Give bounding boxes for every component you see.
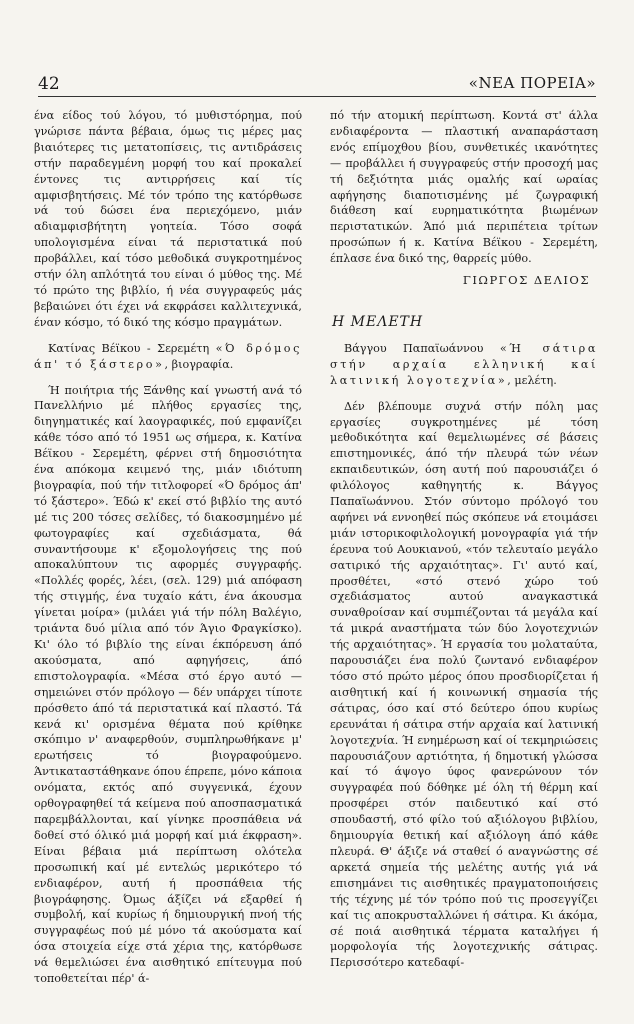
running-title: «ΝΕΑ ΠΟΡΕΙΑ» <box>468 74 596 92</box>
header-rule <box>38 96 596 97</box>
review2-title: «Ό δρόμος άπ' τό ξάστερο» <box>34 341 303 371</box>
review3-author: Βάγγου Παπαϊωάννου <box>344 341 484 355</box>
author-signature: ΓΙΩΡΓΟΣ ΔΕΛΙΟΣ <box>462 273 590 288</box>
review2-author: Κατίνας Βέϊκου - Σερεμέτη <box>48 341 210 355</box>
page-number: 42 <box>38 74 60 94</box>
right-column <box>330 108 598 971</box>
review2-genre: , βιογραφία. <box>164 357 234 371</box>
review3-genre: , μελέτη. <box>507 373 557 387</box>
review3-body: Δέν βλέπουμε συχνά στήν πόλη μας εργασίες συγκροτημένες μέ τόση μεθοδικότητα καί θεμελιωμένες σέ βάσεις επιστημονικές, άπό τήν πλευρά τών νέων εκπαιδευτικών, όση αυτή πού παρουσιάζει ό φιλόλογος καθηγητής κ. Βάγγος Παπαϊωάννου. Στόν σύντομο πρόλογό του αφήνει νά εννοηθεί πώς σκόπευε νά ετοιμάσει μιάν ιστορικοφιλολογική μονογραφία γιά τήν έρευνα τού Αουκιανού, «τόν τελευταίο μεγάλο σατιρικό τής αρχαιότητας». Γι' αυτό καί, προσθέτει, «στό στενό χώρο τού σχεδιάσματος αυτού αναγκαστικά συναθροίσαν καί συμπιέζονται τά μεγάλα καί τά μικρά αναστήματα τών δύο λογοτεχνιών τής αρχαιότητας». Ή εργασία του μολαταύτα, παρουσιάζει ένα πολύ ζωντανό ενδιαφέρον τόσο στό πρώτο μέρος όπου προσδιορίζεται ή αισθητική καί ή κοινωνική σημασία τής σάτιρας, όσο καί στό δεύτερο όπου κυρίως ερευνάται ή σάτιρα στήν αρχαία καί λατινική λογοτεχνία. Ή ενημέρωση καί οί τεκμηριώσεις παρουσιάζουν αρτιότητα, ή δημοτική γλώσσα καί τό άψογο ύφος φανερώνουν τόν συγγραφέα πού δόθηκε μέ όλη τή θέρμη καί προσφέρει στόν παιδευτικό καί στό σπουδαστή, στό φίλο τού αξιόλογου βιβλίου, δημιουργία θετική καί αξιόλογη άπό κάθε πλευρά. Θ' άξιζε νά σταθεί ό αναγνώστης σέ αρκετά σημεία τής μελέτης αυτής γιά νά επισημάνει τις αισθητικές πραγματοποιήσεις τής τέχνης μέ τόν τρόπο πού τις προσεγγίζει καί τις αποκρυσταλλώνει ή σάτιρα. Κι άκόμα, σέ ποιά αισθητικά τέρματα καταλήγει ή μορφολογία τής λογοτεχνικής σάτιρας. Περισσότερο κατεδαφί- <box>330 399 598 970</box>
review1-continuation: ένα είδος τού λόγου, τό μυθιστόρημα, πού γνώρισε πάντα βέβαια, όμως τις μέρες μας βιαιότερες τις μετατοπίσεις, τις αντιδράσεις στήν παραδεγμένη μορφή του καί προκαλεί έντονες τις αντιρρήσεις καί τίς αμφισβητήσεις. Μέ τόν τρόπο της κατόρθωσε νά τού δώσει ένα περιεχόμενο, μιάν αδιαμφισβήτητη γοητεία. Τόσο σοφά υπολογισμένα είναι τά περιστατικά πού προβάλλει, καί τόσο μεθοδικά συγκροτημένος στήν όλη απλότητά του είναι ό μύθος της. Μέ τό πρώτο της βιβλίο, ή νέα συγγραφεύς μάς βεβαιώνει ότι έχει νά εκφράσει καλλιτεχνικά, έναν κόσμο, τό δικό της κόσμο πραγμάτων. <box>34 109 302 329</box>
page-header <box>38 74 596 96</box>
review3-heading <box>330 341 598 389</box>
review2-heading <box>34 341 302 373</box>
review2-body: Ή ποιήτρια τής Ξάνθης καί γνωστή ανά τό Πανελλήνιο μέ πλήθος εργασίες της, διηγηματικές καί λαογραφικές, πού εμφανίζει κάθε τόσο από τό 1951 ως σήμερα, κ. Κατίνα Βέϊκου - Σερεμέτη, φέρνει στή δημοσιότητα ένα απόκομα κειμενό της, μιάν ιδιότυπη βιογραφία, πού τήν τιτλοφορεί «Ό δρόμος άπ' τό ξάστερο». Έδώ κ' εκεί στό βιβλίο της αυτό μέ τις 200 τόσες σελίδες, τό διακοσμημένο μέ φωτογραφίες καί σχεδιάσματα, θά συναντήσουμε κ' εξομολογήσεις της πού αποκαλύπτουν τις αφορμές συγγραφής. «Πολλές φορές, λέει, (σελ. 129) μιά απόφαση τής στιγμής, ένα τυχαίο κάτι, ένα άκουσμα γίνεται μοίρα» (μιλάει γιά τήν πόλη Βαλέγιο, τριάντα δυό μίλια από τόν Άγιο Φραγκίσκο). Κι' όλο τό βιβλίο της είναι έκπόρευση άπό ακούσματα, από αφηγήσεις, άπό επιστολογραφία. «Μέσα στό έργο αυτό — σημειώνει στόν πρόλογο — δέν υπάρχει τίποτε πρόσθετο άπό τά περιστατικά καί πλαστό. Τά κενά κι' ορισμένα θέματα πού κρίθηκε σκόπιμο ν' αναφερθούν, συμπληρωθήκανε μ' ερωτήσεις τό βιογραφούμενο. Άντικαταστάθηκανε όπου έπρεπε, μόνο κάποια ονόματα, εκτός από συγγενικά, έχουν ορθογραφηθεί τά κείμενα πού αποσπασματικά παρεμβάλλονται, καί γίνηκε προσπάθεια νά δοθεί στό όλικό μιά μορφή καί μιά έκφραση». Είναι βέβαια μιά περίπτωση ολότελα προσωπική καί μέ εντελώς μερικότερο τό ενδιαφέρον, αυτή ή προσπάθεια τής βιογράφησης. Όμως άξίζει νά εξαρθεί ή συμβολή, καί κυρίως ή δημιουργική πνοή τής συγγραφέως πού μέ μόνο τά ακούσματα καί όσα στοιχεία είχε στά χέρια της, κατόρθωσε νά θεμελιώσει ένα αισθητικό επίτευγμα πού τοποθετείται πέρ' ά- <box>34 383 302 986</box>
section-title: Η ΜΕΛΕΤΗ <box>332 313 424 330</box>
review2-ending: πό τήν ατομική περίπτωση. Κοντά στ' άλλα ενδιαφέροντα — πλαστική αναπαράσταση ενός επίμοχθου βίου, συνθετικές ικανότητες — προβάλλει ή συγγραφεύς στήν προσοχή μας τή δεξιότητα μιάς ομαλής καί ωραίας αφήγησης διαποτισμένης μέ ζωγραφική διάθεση καί ευρηματικότητα βιωμένων περιστατικών. Άπό μιά περιπέτεια τρίτων προσώπων ή κ. Κατίνα Βέϊκου - Σερεμέτη, έπλασε ένα δικό της, θαρρείς μύθο. <box>330 109 598 266</box>
review3-title: «Ή σάτιρα στήν αρχαία ελληνική καί λατινική λογοτεχνία» <box>330 341 598 387</box>
left-column <box>34 108 302 987</box>
